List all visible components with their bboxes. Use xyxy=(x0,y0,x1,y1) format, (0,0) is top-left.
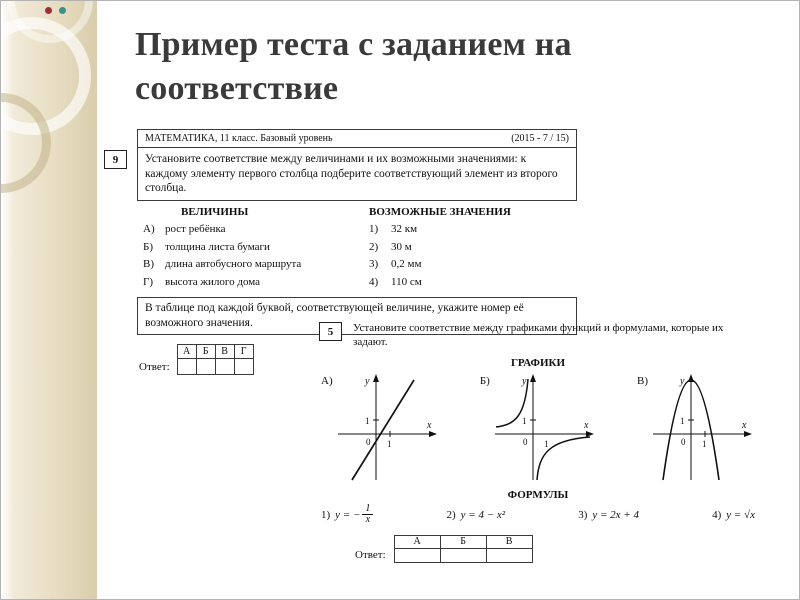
quantity-text: длина автобусного маршрута xyxy=(165,258,302,271)
quantity-letter: А) xyxy=(143,223,155,236)
answer-cell xyxy=(486,548,532,562)
axis-y-label: y xyxy=(521,375,527,387)
answer-cell xyxy=(196,359,215,375)
answer-header-cell: Г xyxy=(234,345,253,359)
quantities-column xyxy=(137,206,369,291)
fraction-numerator: 1 xyxy=(362,504,373,516)
quantity-text: высота жилого дома xyxy=(165,275,261,288)
axis-unit-y: 1 xyxy=(521,415,527,426)
axis-unit-y: 1 xyxy=(680,415,685,426)
task5-number-box: 5 xyxy=(319,322,342,341)
quantity-item xyxy=(143,239,369,257)
answer-header-cell: Б xyxy=(196,345,215,359)
formula-expression: y = 2x + 4 xyxy=(592,508,639,521)
answer-header-cell: В xyxy=(215,345,234,359)
decorative-side-band xyxy=(1,1,97,600)
task9-answer-table xyxy=(177,344,254,375)
task5-answer-row xyxy=(319,535,757,563)
graph-a xyxy=(321,370,440,482)
answer-empty-row xyxy=(394,548,532,562)
value-number: 2) xyxy=(369,240,379,253)
formula-1 xyxy=(321,504,373,526)
formula-number: 4) xyxy=(712,508,722,521)
quantity-item xyxy=(143,256,369,274)
task9-number-box: 9 xyxy=(104,150,127,169)
answer-header-row xyxy=(177,345,253,359)
quantity-letter: Б) xyxy=(143,240,153,253)
task5-answer-table xyxy=(394,535,533,563)
graph-v-label: В) xyxy=(637,374,648,387)
axis-x-label: x xyxy=(583,419,589,431)
value-text: 110 см xyxy=(391,275,422,288)
formula-expression xyxy=(335,504,373,526)
value-item xyxy=(369,221,577,239)
formula-expression: y = √x xyxy=(726,508,755,521)
quantity-text: толщина листа бумаги xyxy=(165,240,270,253)
value-number: 4) xyxy=(369,275,379,288)
task5-scan xyxy=(319,321,757,563)
task9-instruction: Установите соответствие между величинами и их возможными значениями: к каждому элементу первого столбца подберите соответствующий элемент из второго столбца. xyxy=(137,148,577,201)
value-item xyxy=(369,239,577,257)
graph-b-label: Б) xyxy=(479,374,490,387)
formula-prefix: y = − xyxy=(335,508,361,521)
quantity-text: рост ребёнка xyxy=(165,223,226,236)
formula-expression: y = 4 − x² xyxy=(460,508,506,521)
graph-a-label: А) xyxy=(321,374,333,387)
axis-origin-label: 0 xyxy=(681,436,686,447)
formula-number: 1) xyxy=(321,508,331,521)
task5-instruction: Установите соответствие между графиками функций и формулами, которые их задают. xyxy=(353,322,724,349)
exam-header-left: МАТЕМАТИКА, 11 класс. Базовый уровень xyxy=(145,133,333,144)
value-number: 1) xyxy=(369,223,379,236)
task5-top-row xyxy=(319,321,757,350)
answer-cell xyxy=(234,359,253,375)
axis-unit-x: 1 xyxy=(702,438,707,449)
formula-number: 2) xyxy=(446,508,456,521)
answer-cell xyxy=(215,359,234,375)
formula-number: 3) xyxy=(578,508,588,521)
graph-a-linear-function-svg xyxy=(334,370,440,482)
axis-unit-x: 1 xyxy=(543,438,549,449)
answer-label: Ответ: xyxy=(355,548,386,561)
graphs-row xyxy=(319,370,757,482)
answer-label: Ответ: xyxy=(139,361,170,374)
exam-header xyxy=(137,129,577,148)
value-number: 3) xyxy=(369,258,379,271)
answer-cell xyxy=(177,359,196,375)
formula-2 xyxy=(447,509,506,521)
quantity-letter: Г) xyxy=(143,275,154,288)
answer-cell xyxy=(394,548,440,562)
answer-cell xyxy=(440,548,486,562)
value-text: 0,2 мм xyxy=(391,258,422,271)
quantity-letter: В) xyxy=(143,258,154,271)
decorative-dot-red xyxy=(45,7,52,14)
quantities-header: ВЕЛИЧИНЫ xyxy=(181,206,249,219)
slide-title xyxy=(135,23,572,111)
axis-unit-x: 1 xyxy=(386,438,392,449)
quantity-item xyxy=(143,221,369,239)
graph-b xyxy=(480,370,597,482)
answer-header-cell: А xyxy=(177,345,196,359)
axis-y-label: y xyxy=(364,375,370,387)
formulas-row xyxy=(319,504,757,526)
axis-y-label: y xyxy=(680,375,685,387)
graphs-section-header: ГРАФИКИ xyxy=(510,356,566,369)
value-item xyxy=(369,256,577,274)
value-text: 32 км xyxy=(391,223,418,236)
answer-header-cell: В xyxy=(486,535,532,548)
fraction-denominator: x xyxy=(365,514,371,526)
slide-title-line1: Пример теста с заданием на xyxy=(135,26,572,63)
decorative-dot-teal xyxy=(59,7,66,14)
slide-title-line2: соответствие xyxy=(135,70,339,108)
task9-columns xyxy=(137,206,577,291)
answer-header-row xyxy=(394,535,532,548)
exam-header-right: (2015 - 7 / 15) xyxy=(511,133,569,144)
value-item xyxy=(369,274,577,292)
values-column xyxy=(369,206,577,291)
answer-header-cell: Б xyxy=(440,535,486,548)
value-text: 30 м xyxy=(391,240,412,253)
task9-note: В таблице под каждой буквой, соответствующей величине, укажите номер её возможного значения. xyxy=(137,297,577,335)
formulas-section-header: ФОРМУЛЫ xyxy=(507,488,569,501)
graph-b-hyperbola-svg xyxy=(491,370,597,482)
fraction xyxy=(362,504,373,526)
formula-3 xyxy=(578,509,639,521)
axis-origin-label: 0 xyxy=(365,436,371,447)
answer-header-cell: А xyxy=(394,535,440,548)
answer-empty-row xyxy=(177,359,253,375)
graph-v-parabola-svg xyxy=(649,370,755,482)
axis-x-label: x xyxy=(426,419,432,431)
axis-unit-y: 1 xyxy=(364,415,370,426)
axis-origin-label: 0 xyxy=(522,436,528,447)
graph-v xyxy=(637,370,755,482)
axis-x-label: x xyxy=(742,419,747,431)
values-header: ВОЗМОЖНЫЕ ЗНАЧЕНИЯ xyxy=(369,206,511,219)
quantity-item xyxy=(143,274,369,292)
formula-4 xyxy=(712,509,755,521)
